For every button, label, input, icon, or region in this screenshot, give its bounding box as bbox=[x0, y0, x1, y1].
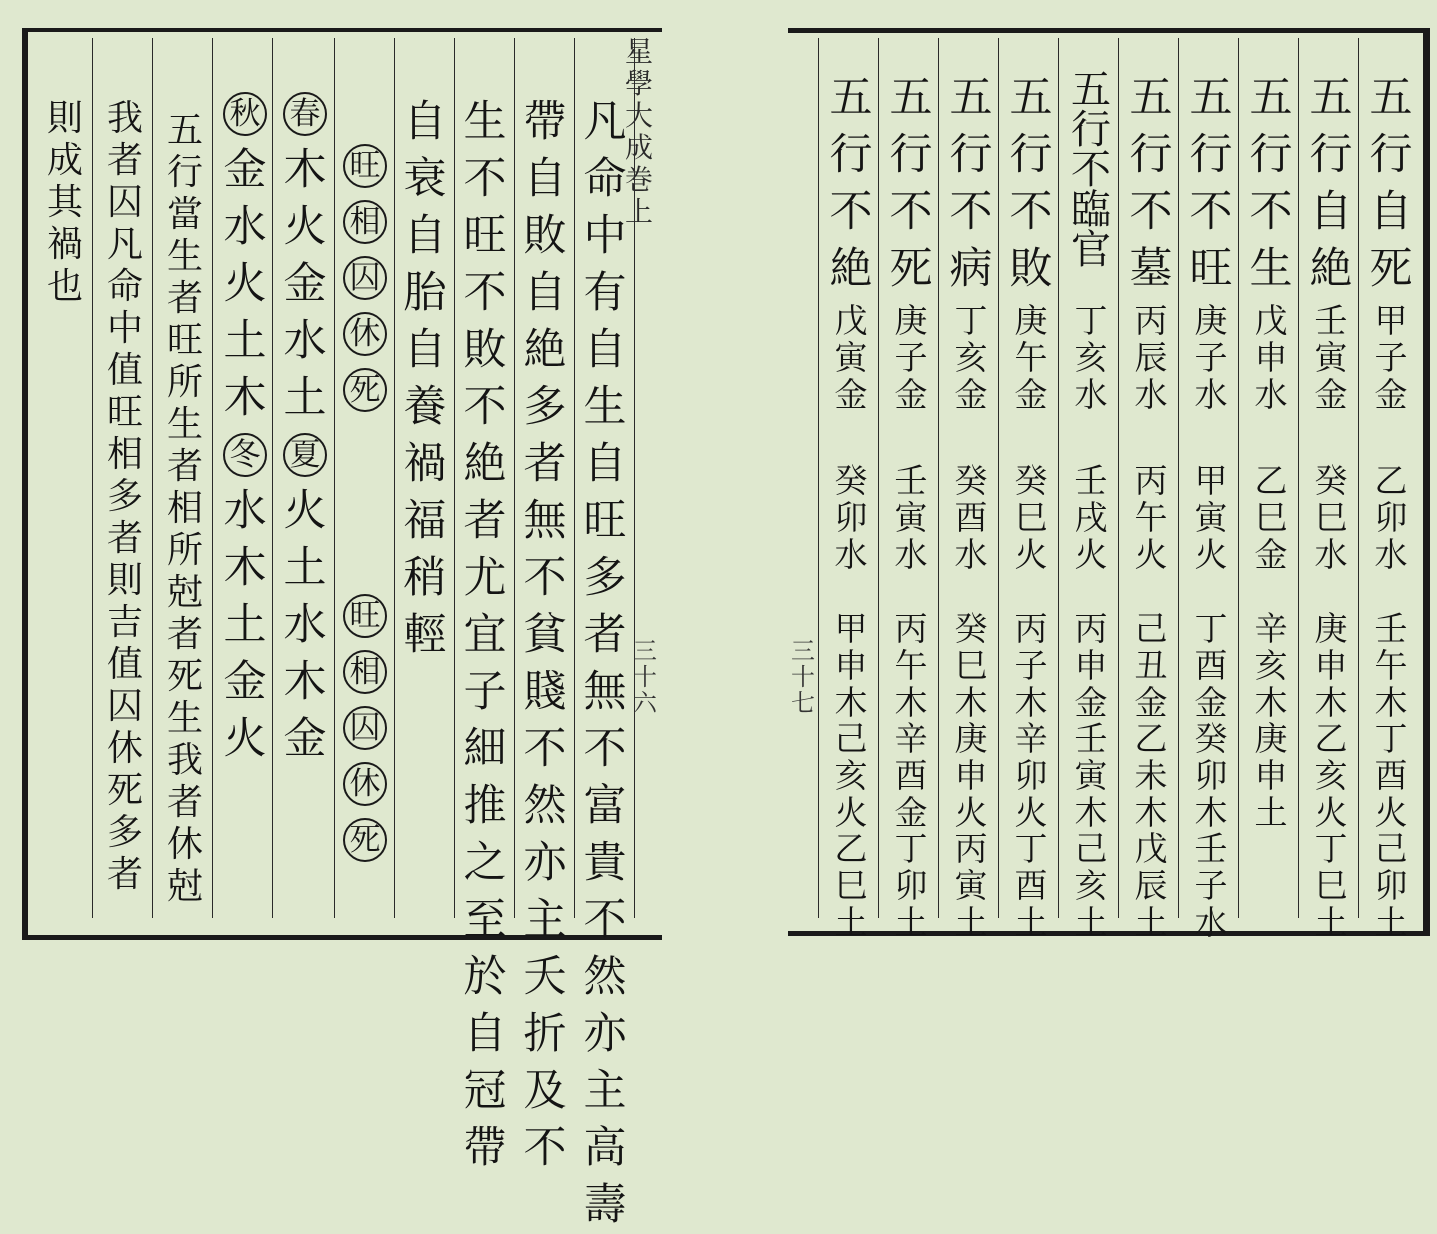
ganzhi-pair: 壬 寅 木 bbox=[1074, 719, 1108, 832]
column-rule bbox=[394, 38, 395, 918]
ganzhi-pair: 丁 卯 土 bbox=[894, 829, 928, 942]
ganzhi-pair: 乙 亥 火 bbox=[1314, 719, 1348, 832]
text-column: 帶 自 敗 自 絶 多 者 無 不 貧 賤 不 然 亦 主 夭 折 及 不 bbox=[523, 97, 567, 1173]
pillar-column bbox=[1302, 70, 1360, 942]
pillar-column bbox=[1122, 70, 1180, 942]
pillar-column bbox=[942, 70, 1000, 942]
ganzhi-pair: 戊 申 水 bbox=[1254, 301, 1288, 414]
pillar-name: 五 行 不 旺 bbox=[1189, 73, 1233, 294]
ganzhi-pair: 丙 子 木 bbox=[1014, 609, 1048, 722]
circled-season: 春 bbox=[283, 92, 327, 136]
circled-character: 休 bbox=[343, 312, 387, 356]
pillar-column bbox=[1182, 70, 1240, 942]
page-border-right bbox=[1423, 28, 1430, 936]
ganzhi-pair: 丁 亥 金 bbox=[954, 301, 988, 414]
text-column: 生 不 旺 不 敗 不 絶 者 尤 宜 子 細 推 之 至 於 自 冠 帶 bbox=[463, 97, 507, 1173]
pillar-name: 五 行 自 絶 bbox=[1309, 73, 1353, 294]
ganzhi-pair: 丁 酉 金 bbox=[1194, 609, 1228, 722]
ganzhi-pair: 丙 午 火 bbox=[1134, 461, 1168, 574]
season-header-column bbox=[336, 588, 394, 868]
ganzhi-pair: 己 亥 火 bbox=[834, 719, 868, 832]
ganzhi-pair: 癸 巳 水 bbox=[1314, 461, 1348, 574]
ganzhi-pair: 乙 巳 金 bbox=[1254, 461, 1288, 574]
pillar-name: 五 行 不 絶 bbox=[829, 73, 873, 294]
column-rule bbox=[818, 38, 819, 918]
circled-season: 秋 bbox=[223, 92, 267, 136]
ganzhi-pair: 丙 申 金 bbox=[1074, 609, 1108, 722]
ganzhi-pair: 甲 子 金 bbox=[1374, 301, 1408, 414]
season-header-column bbox=[336, 138, 394, 418]
folio-number: 三 十 六 bbox=[633, 637, 657, 717]
circled-character: 相 bbox=[343, 200, 387, 244]
ganzhi-pair: 庚 子 水 bbox=[1194, 301, 1228, 414]
circled-character: 旺 bbox=[343, 594, 387, 638]
ganzhi-pair: 戊 寅 金 bbox=[834, 301, 868, 414]
ganzhi-pair: 丁 亥 水 bbox=[1074, 301, 1108, 414]
ganzhi-pair: 丙 辰 水 bbox=[1134, 301, 1168, 414]
pillar-name: 五 行 不 敗 bbox=[1009, 73, 1053, 294]
ganzhi-pair: 乙 卯 水 bbox=[1374, 461, 1408, 574]
pillar-column bbox=[882, 70, 940, 942]
ganzhi-pair: 癸 卯 木 bbox=[1194, 719, 1228, 832]
ganzhi-pair: 壬 戌 火 bbox=[1074, 461, 1108, 574]
ganzhi-pair: 丙 寅 土 bbox=[954, 829, 988, 942]
ganzhi-pair: 壬 寅 金 bbox=[1314, 301, 1348, 414]
pillar-column bbox=[1062, 67, 1120, 942]
column-rule bbox=[514, 38, 515, 918]
text-column: 凡 命 中 有 自 生 自 旺 多 者 無 不 富 貴 不 然 亦 主 高 壽 bbox=[583, 97, 627, 1230]
column-rule bbox=[574, 38, 575, 918]
page-header: 星 學 大 成 巻 上 bbox=[624, 35, 653, 228]
ganzhi-pair: 丙 午 木 bbox=[894, 609, 928, 722]
circled-character: 死 bbox=[343, 818, 387, 862]
pillar-name: 五 行 不 生 bbox=[1249, 73, 1293, 294]
ganzhi-pair: 丁 酉 火 bbox=[1374, 719, 1408, 832]
page-border-top bbox=[22, 28, 662, 32]
pillar-column bbox=[1362, 70, 1420, 942]
season-row: 春 木 火 金 水 土 夏 火 土 水 木 金 bbox=[276, 86, 334, 768]
ganzhi-pair: 己 亥 土 bbox=[1074, 829, 1108, 942]
pillar-name: 五 行 不 臨 官 bbox=[1071, 67, 1111, 273]
circled-character: 死 bbox=[343, 368, 387, 412]
pillar-column bbox=[822, 70, 880, 942]
pillar-name: 五 行 不 死 bbox=[889, 73, 933, 294]
ganzhi-pair: 庚 午 金 bbox=[1014, 301, 1048, 414]
ganzhi-pair: 壬 寅 水 bbox=[894, 461, 928, 574]
ganzhi-pair: 丁 酉 土 bbox=[1014, 829, 1048, 942]
ganzhi-pair: 己 丑 金 bbox=[1134, 609, 1168, 722]
right-page bbox=[788, 28, 1430, 942]
circled-character: 囚 bbox=[343, 256, 387, 300]
text-column: 我 者 囚 凡 命 中 值 旺 相 多 者 則 吉 值 囚 休 死 多 者 bbox=[106, 98, 143, 895]
season-row: 秋 金 水 火 土 木 冬 水 木 土 金 火 bbox=[216, 86, 274, 768]
pillar-column bbox=[1002, 70, 1060, 942]
ganzhi-pair: 己 卯 土 bbox=[1374, 829, 1408, 942]
pillar-name: 五 行 自 死 bbox=[1369, 73, 1413, 294]
ganzhi-pair: 甲 申 木 bbox=[834, 609, 868, 722]
ganzhi-pair: 庚 子 金 bbox=[894, 301, 928, 414]
ganzhi-pair: 癸 巳 木 bbox=[954, 609, 988, 722]
ganzhi-pair: 庚 申 火 bbox=[954, 719, 988, 832]
ganzhi-pair: 丁 巳 土 bbox=[1314, 829, 1348, 942]
ganzhi-pair: 甲 寅 火 bbox=[1194, 461, 1228, 574]
text-column: 五 行 當 生 者 旺 所 生 者 相 所 尅 者 死 生 我 者 休 尅 bbox=[166, 110, 203, 907]
circled-character: 休 bbox=[343, 762, 387, 806]
circled-character: 相 bbox=[343, 650, 387, 694]
circled-season: 夏 bbox=[283, 433, 327, 477]
circled-character: 旺 bbox=[343, 144, 387, 188]
ganzhi-pair: 癸 酉 水 bbox=[954, 461, 988, 574]
circled-character: 囚 bbox=[343, 706, 387, 750]
page-border-top bbox=[788, 28, 1430, 33]
ganzhi-pair: 壬 子 水 bbox=[1194, 829, 1228, 942]
ganzhi-pair: 乙 巳 土 bbox=[834, 829, 868, 942]
ganzhi-pair: 辛 亥 木 bbox=[1254, 609, 1288, 722]
text-column: 自 衰 自 胎 自 養 禍 福 稍 輕 bbox=[403, 97, 447, 660]
ganzhi-pair: 癸 巳 火 bbox=[1014, 461, 1048, 574]
left-page bbox=[22, 28, 662, 1230]
ganzhi-pair: 壬 午 木 bbox=[1374, 609, 1408, 722]
pillar-name: 五 行 不 病 bbox=[949, 73, 993, 294]
ganzhi-pair: 乙 未 木 bbox=[1134, 719, 1168, 832]
folio-number: 三 十 七 bbox=[791, 637, 815, 717]
pillar-name: 五 行 不 墓 bbox=[1129, 73, 1173, 294]
circled-season: 冬 bbox=[223, 433, 267, 477]
column-rule bbox=[334, 38, 335, 918]
text-column: 則 成 其 禍 也 bbox=[46, 98, 83, 307]
ganzhi-pair: 庚 申 土 bbox=[1254, 719, 1288, 832]
ganzhi-pair: 癸 卯 水 bbox=[834, 461, 868, 574]
ganzhi-pair: 庚 申 木 bbox=[1314, 609, 1348, 722]
page-border-left bbox=[22, 28, 28, 940]
ganzhi-pair: 辛 卯 火 bbox=[1014, 719, 1048, 832]
ganzhi-pair: 戊 辰 土 bbox=[1134, 829, 1168, 942]
column-rule bbox=[454, 38, 455, 918]
ganzhi-pair: 辛 酉 金 bbox=[894, 719, 928, 832]
pillar-column bbox=[1242, 70, 1300, 920]
